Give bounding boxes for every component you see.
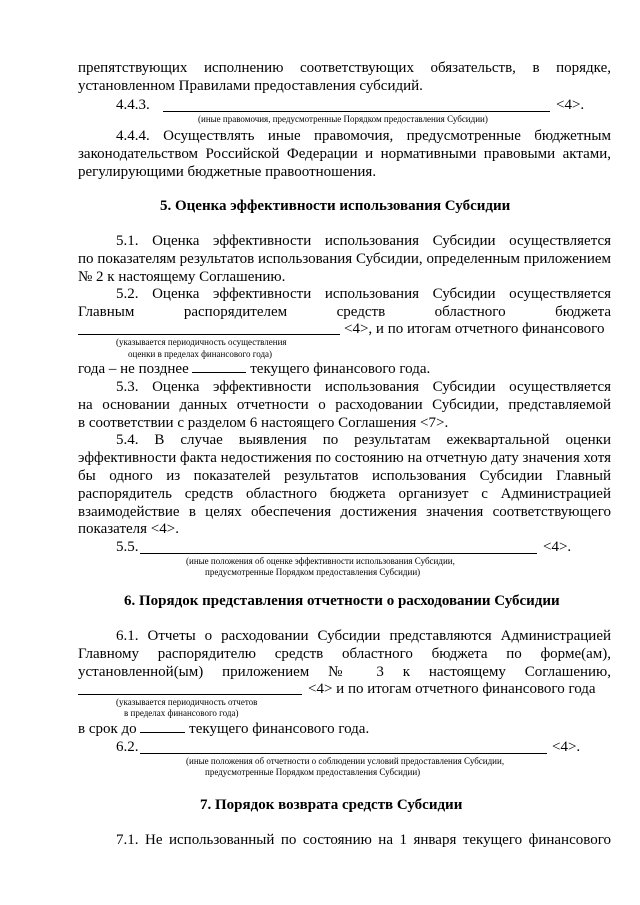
paragraph-line: в срок до текущего финансового года. [78,721,370,737]
paragraph-line: 7.1. Не использованный по состоянию на 1 января текущего финансового [116,832,611,848]
field-caption: предусмотренные Порядком предоставления Субсидии) [205,767,421,777]
paragraph-line: установленном Правилами предоставления субсидий. [78,78,423,94]
fill-in-line [78,334,340,335]
section-heading: 5. Оценка эффективности использования Субсидии [160,198,511,214]
paragraph-line: 5.4. В случае выявления по результатам ежеквартальной оценки [116,432,611,448]
clause-number: 4.4.3. [116,97,150,113]
field-caption: в пределах финансового года) [124,708,239,718]
footnote-ref: <4>. [552,739,581,755]
field-caption: (иные положения об оценке эффективности использования Субсидии, [186,556,455,566]
field-caption: (указывается периодичность отчетов [116,697,258,707]
paragraph-line: показателя <4>. [78,521,179,537]
paragraph-line: 5.2. Оценка эффективности использования Субсидии осуществляется [116,286,611,302]
paragraph-line: взаимодействие в целях обеспечения достижения значения соответствующего [78,504,611,520]
paragraph-line: законодательством Российской Федерации и нормативными правовыми актами, [78,146,611,162]
field-caption: предусмотренные Порядком предоставления Субсидии) [205,567,421,577]
field-caption: (указывается периодичность осуществления [116,337,287,347]
paragraph-line: № 2 к настоящему Соглашению. [78,269,286,285]
paragraph-line: <4>, и по итогам отчетного финансового [344,321,605,337]
paragraph-line: 6.1. Отчеты о расходовании Субсидии представляются Администрацией [116,628,611,644]
fill-in-line [78,694,302,695]
fill-in-line [140,553,537,554]
clause-number: 5.5. [116,539,139,555]
paragraph-line: распорядитель средств областного бюджета организует с Администрацией [78,486,611,502]
paragraph-line: в соответствии с разделом 6 настоящего Соглашения <7>. [78,415,449,431]
paragraph-line: эффективности факта недостижения по состоянию на отчетную дату значения хотя [78,450,611,466]
paragraph-line: установленной(ым) приложением № 3 к настоящему Соглашению, [78,664,611,680]
field-caption: (иные положения об отчетности о соблюдении условий предоставления Субсидии, [186,756,505,766]
footnote-ref: <4>. [556,97,585,113]
paragraph-line: препятствующих исполнению соответствующих обязательств, в порядке, [78,60,611,76]
paragraph-line: Главным распорядителем средств областного бюджета [78,304,611,320]
section-heading: 6. Порядок представления отчетности о расходовании Субсидии [124,593,560,609]
field-caption: (иные правомочия, предусмотренные Порядком предоставления Субсидии) [198,114,488,124]
fill-in-line [140,753,547,754]
paragraph-line: Главному распорядителю средств областного бюджета по форме(ам), [78,646,611,662]
paragraph-line: по показателям результатов использования Субсидии, определенным приложением [78,251,611,267]
paragraph-line: регулирующими бюджетные правоотношения. [78,164,377,180]
paragraph-line: 5.1. Оценка эффективности использования Субсидии осуществляется [116,233,611,249]
clause-number: 6.2. [116,739,139,755]
paragraph-line: бы одного из показателей результатов использования Субсидии Главный [78,468,611,484]
paragraph-line: 5.3. Оценка эффективности использования Субсидии осуществляется [116,379,611,395]
field-caption: оценки в пределах финансового года) [128,349,273,359]
paragraph-line: 4.4.4. Осуществлять иные правомочия, предусмотренные бюджетным [116,128,611,144]
section-heading: 7. Порядок возврата средств Субсидии [200,797,463,813]
paragraph-line: на основании данных отчетности о расходовании Субсидии, представляемой [78,397,611,413]
paragraph-line: <4> и по итогам отчетного финансового года [308,681,596,697]
footnote-ref: <4>. [543,539,572,555]
paragraph-line: года – не позднее текущего финансового года. [78,361,431,377]
fill-in-line [163,111,550,112]
